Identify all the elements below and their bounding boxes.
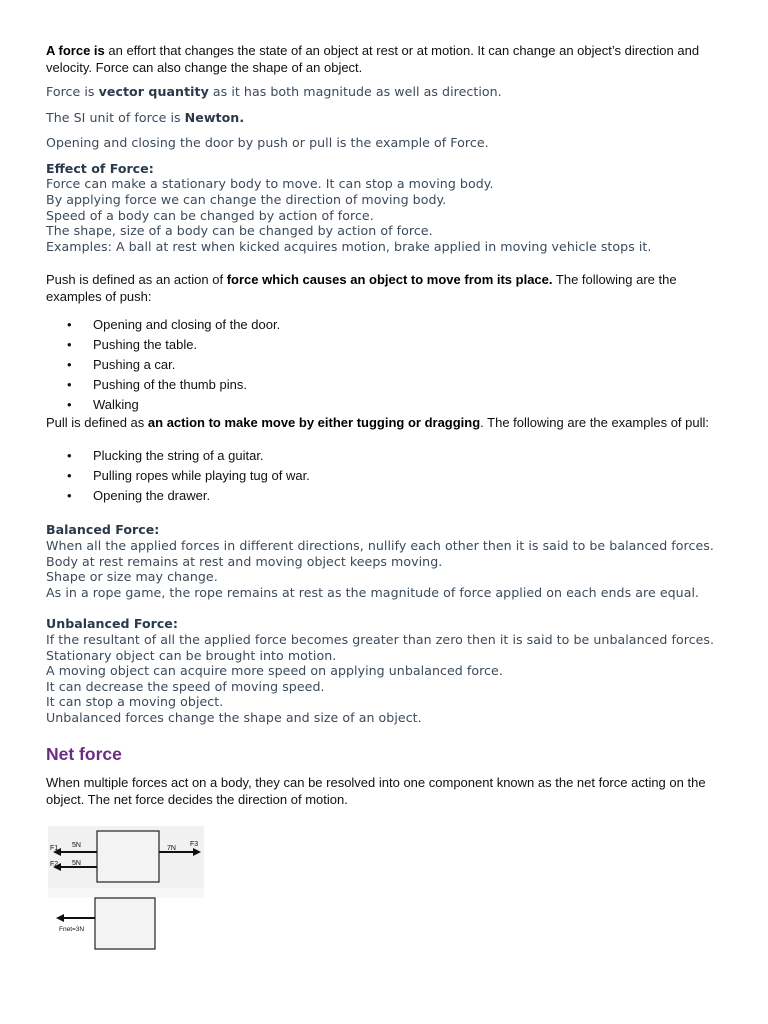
object-box-bottom (95, 898, 155, 949)
push-pre: Push is defined as an action of (46, 272, 227, 288)
vector-paragraph (46, 84, 726, 100)
intro-lead: A force is (46, 43, 105, 58)
push-bold: force which causes an object to move from its place. (226, 272, 553, 288)
list-item: • Pushing of the thumb pins. (46, 375, 726, 395)
list-item: • Opening and closing of the door. (46, 315, 726, 335)
pull-post: . The following are the examples of pull: (480, 415, 710, 431)
effect-lines (46, 176, 726, 254)
si-pre: The SI unit of force is (46, 109, 185, 125)
push-list (46, 315, 726, 415)
si-paragraph (46, 110, 726, 126)
unbalanced-line: If the resultant of all the applied force becomes greater than zero then it is said to be unbalanced forces. (46, 631, 715, 647)
pull-list (46, 446, 726, 506)
net-force-heading: Net force (46, 744, 122, 765)
effect-line: Examples: A ball at rest when kicked acquires motion, brake applied in moving vehicle stops it. (46, 238, 652, 254)
list-item: • Pulling ropes while playing tug of war. (46, 466, 726, 486)
unbalanced-line: Unbalanced forces change the shape and size of an object. (46, 709, 422, 725)
f2-value: 5N (72, 860, 81, 867)
effect-line: The shape, size of a body can be changed by action of force. (46, 223, 433, 239)
effect-line: By applying force we can change the direction of moving body. (46, 191, 447, 207)
effect-line: Force can make a stationary body to move. It can stop a moving body. (46, 176, 494, 192)
vector-bold: vector quantity (98, 84, 209, 99)
object-box-top (97, 831, 159, 882)
unbalanced-line: A moving object can acquire more speed on applying unbalanced force. (46, 663, 503, 679)
balanced-title: Balanced Force: (46, 522, 160, 538)
list-item: • Walking (46, 395, 726, 415)
diagram-divider-band (48, 888, 204, 898)
intro-rest: an effort that changes the state of an object at rest or at motion. It can change an object’s direction and velocity. Force can also change the shape of an object. (46, 43, 700, 75)
balanced-line: As in a rope game, the rope remains at rest as the magnitude of force applied on each ends are equal. (46, 584, 700, 600)
fnet-label: Fnet=3N (59, 926, 85, 933)
list-item: • Plucking the string of a guitar. (46, 446, 726, 466)
unbalanced-line: It can stop a moving object. (46, 694, 224, 710)
pull-pre: Pull is defined as (46, 415, 148, 431)
vector-pre: Force is (46, 84, 99, 99)
balanced-line: Body at rest remains at rest and moving object keeps moving. (46, 553, 443, 569)
pull-bold: an action to make move by either tugging or dragging (147, 415, 481, 431)
intro-paragraph (46, 42, 726, 76)
balanced-line: When all the applied forces in different directions, nullify each other then it is said to be balanced forces. (46, 537, 714, 553)
unbalanced-lines (46, 632, 726, 726)
push-post: The following are the examples of push: (46, 272, 677, 305)
balanced-lines (46, 538, 726, 600)
f2-label: F2 (50, 861, 59, 868)
unbalanced-line: It can decrease the speed of moving speed. (46, 678, 325, 694)
list-item: • Pushing a car. (46, 355, 726, 375)
si-bold: Newton. (184, 109, 245, 125)
net-force-diagram (48, 826, 208, 954)
effect-line: Speed of a body can be changed by action of force. (46, 207, 374, 223)
push-paragraph (46, 271, 726, 305)
fnet-arrow-head (56, 914, 64, 922)
effect-title: Effect of Force: (46, 160, 154, 176)
f1-value: 5N (72, 842, 81, 849)
f3-value: 7N (167, 845, 176, 852)
pull-paragraph (46, 414, 726, 431)
vector-post: as it has both magnitude as well as direction. (208, 84, 502, 99)
unbalanced-line: Stationary object can be brought into motion. (46, 647, 337, 663)
balanced-line: Shape or size may change. (46, 569, 218, 585)
f1-label: F1 (50, 845, 59, 852)
unbalanced-title: Unbalanced Force: (46, 616, 178, 632)
net-force-paragraph: When multiple forces act on a body, they can be resolved into one component known as the net force acting on the object. The net force decides the direction of motion. (46, 775, 706, 808)
example-paragraph: Opening and closing the door by push or pull is the example of Force. (46, 135, 489, 151)
document-page (46, 40, 726, 808)
list-item: • Pushing the table. (46, 335, 726, 355)
list-item: • Opening the drawer. (46, 486, 726, 506)
f3-label: F3 (190, 841, 199, 848)
